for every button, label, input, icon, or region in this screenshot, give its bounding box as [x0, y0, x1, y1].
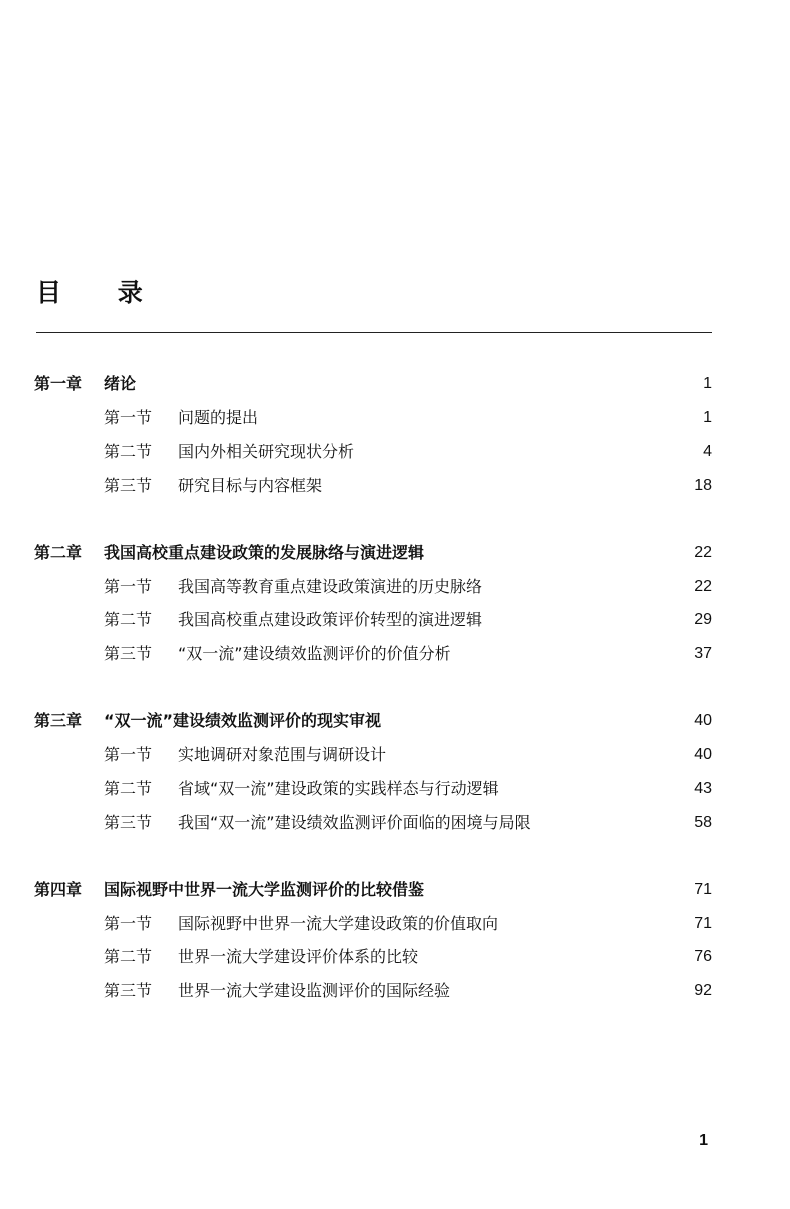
page-number: 22	[694, 544, 712, 561]
page-number: 76	[694, 948, 712, 965]
page-number: 92	[694, 982, 712, 999]
page-number: 37	[694, 645, 712, 662]
section-title: 问题的提出	[178, 408, 259, 427]
title-rule	[36, 332, 712, 333]
page-number: 71	[694, 915, 712, 932]
section-number: 第三节	[104, 813, 153, 832]
section-number: 第二节	[104, 947, 153, 966]
toc-section-1-3[interactable]	[0, 471, 790, 501]
chapter-number: 第三章	[34, 711, 83, 730]
page-number: 43	[694, 780, 712, 797]
page-number: 22	[694, 578, 712, 595]
chapter-title: 我国高校重点建设政策的发展脉络与演进逻辑	[104, 543, 425, 562]
toc-section-2-2[interactable]	[0, 605, 790, 635]
section-title: 实地调研对象范围与调研设计	[178, 745, 387, 764]
section-title: 我国高等教育重点建设政策演进的历史脉络	[178, 577, 483, 596]
section-number: 第二节	[104, 779, 153, 798]
toc-title: 目 录	[36, 278, 167, 307]
toc-chapter-3[interactable]	[0, 706, 790, 736]
section-number: 第三节	[104, 644, 153, 663]
toc-section-2-1[interactable]	[0, 572, 790, 602]
page-number: 1	[703, 375, 712, 392]
section-number: 第一节	[104, 577, 153, 596]
section-title: 国际视野中世界一流大学建设政策的价值取向	[178, 914, 499, 933]
toc-section-3-1[interactable]	[0, 740, 790, 770]
section-number: 第三节	[104, 476, 153, 495]
page-number: 58	[694, 814, 712, 831]
toc-section-4-3[interactable]	[0, 976, 790, 1006]
page-number: 71	[694, 881, 712, 898]
section-title: 研究目标与内容框架	[178, 476, 323, 495]
page-number: 4	[703, 443, 712, 460]
toc-section-1-1[interactable]	[0, 403, 790, 433]
section-title: 省域“双一流”建设政策的实践样态与行动逻辑	[178, 779, 499, 798]
page-number: 1	[703, 409, 712, 426]
toc-section-3-3[interactable]	[0, 808, 790, 838]
chapter-number: 第四章	[34, 880, 83, 899]
folio-page-number: 1	[699, 1132, 708, 1149]
toc-section-1-2[interactable]	[0, 437, 790, 467]
toc-section-2-3[interactable]	[0, 639, 790, 669]
section-title: 我国“双一流”建设绩效监测评价面临的困境与局限	[178, 813, 531, 832]
toc-chapter-2[interactable]	[0, 538, 790, 568]
page-number: 18	[694, 477, 712, 494]
section-number: 第一节	[104, 914, 153, 933]
chapter-title: 绪论	[104, 374, 137, 393]
section-number: 第三节	[104, 981, 153, 1000]
section-title: 世界一流大学建设监测评价的国际经验	[178, 981, 451, 1000]
chapter-number: 第一章	[34, 374, 83, 393]
section-number: 第一节	[104, 745, 153, 764]
toc-chapter-1[interactable]	[0, 369, 790, 399]
section-title: 世界一流大学建设评价体系的比较	[178, 947, 419, 966]
section-number: 第二节	[104, 610, 153, 629]
section-number: 第一节	[104, 408, 153, 427]
chapter-title: “双一流”建设绩效监测评价的现实审视	[104, 711, 382, 730]
section-title: 我国高校重点建设政策评价转型的演进逻辑	[178, 610, 483, 629]
toc-chapter-4[interactable]	[0, 875, 790, 905]
page-number: 29	[694, 611, 712, 628]
chapter-number: 第二章	[34, 543, 83, 562]
chapter-title: 国际视野中世界一流大学监测评价的比较借鉴	[104, 880, 425, 899]
toc-section-3-2[interactable]	[0, 774, 790, 804]
page-number: 40	[694, 746, 712, 763]
section-title: 国内外相关研究现状分析	[178, 442, 355, 461]
toc-section-4-1[interactable]	[0, 909, 790, 939]
toc-section-4-2[interactable]	[0, 942, 790, 972]
section-title: “双一流”建设绩效监测评价的价值分析	[178, 644, 451, 663]
section-number: 第二节	[104, 442, 153, 461]
page-number: 40	[694, 712, 712, 729]
